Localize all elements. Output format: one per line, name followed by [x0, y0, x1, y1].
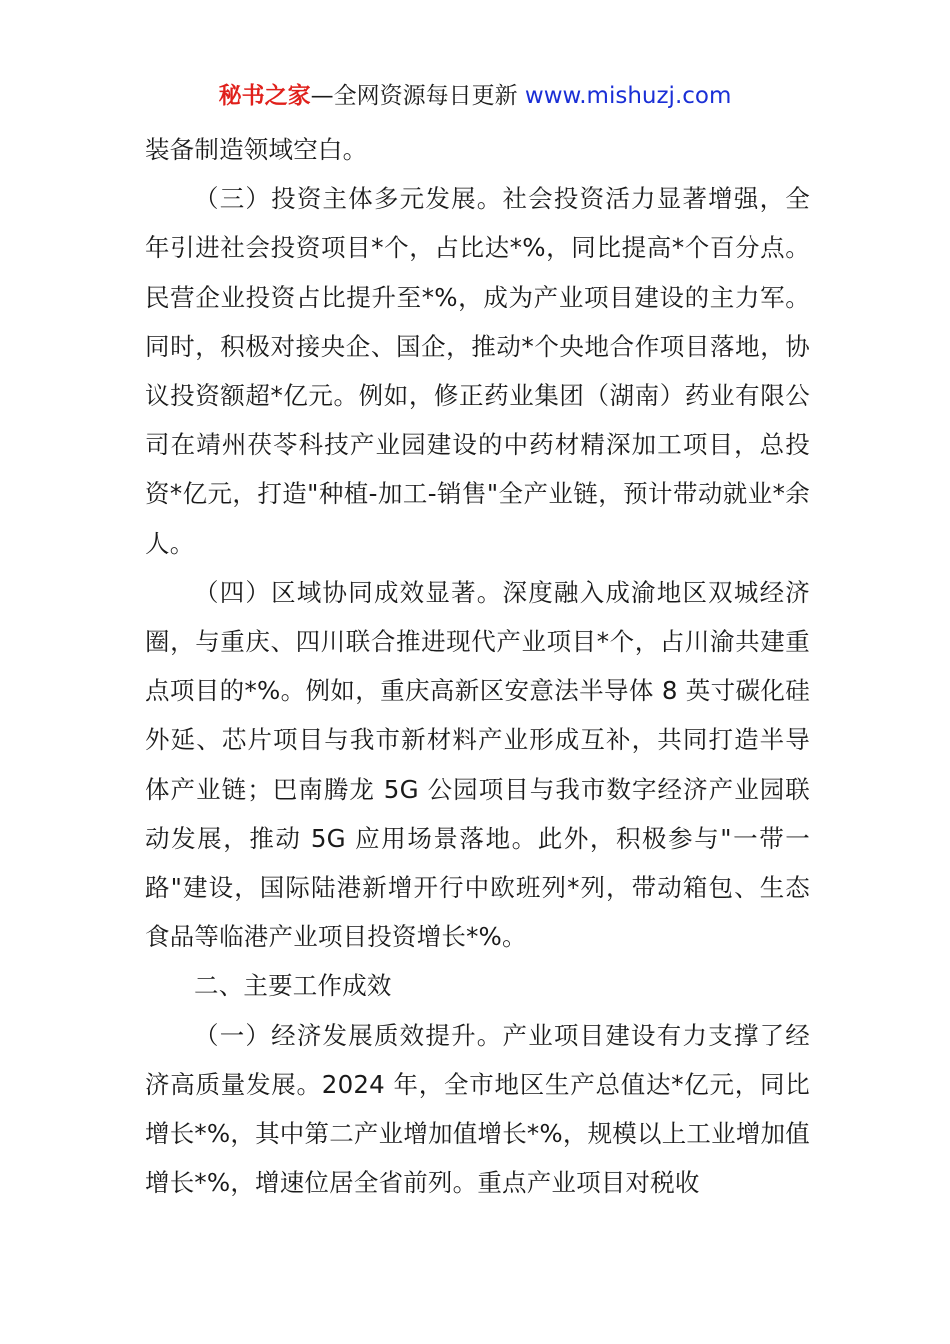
site-tagline: —全网资源每日更新 — [310, 83, 525, 109]
paragraph-continuation: 装备制造领域空白。 — [145, 135, 368, 164]
site-brand: 秘书之家 — [218, 83, 311, 109]
site-url-link[interactable]: www.mishuzj.com — [524, 83, 732, 109]
paragraph-regional-synergy: （四）区域协同成效显著。深度融入成渝地区双城经济圈，与重庆、四川联合推进现代产业项目*个，占川渝共建重点项目的*%。例如，重庆高新区安意法半导体 8 英寸碳化硅外延、芯片项目与我市新材料产业形成互补，共同打造半导体产业链；巴南腾龙 5G 公园项目与我市数字经济产业园联动发展，推动 5G 应用场景落地。此外，积极参与"一带一路"建设，国际陆港新增开行中欧班列*列，带动箱包、生态食品等临港产业项目投资增长*%。 — [145, 577, 810, 952]
paragraph-economic-quality: （一）经济发展质效提升。产业项目建设有力支撑了经济高质量发展。2024 年，全市地区生产总值达*亿元，同比增长*%，其中第二产业增加值增长*%，规模以上工业增加值增长*%，增速位居全省前列。重点产业项目对税收 — [145, 1020, 810, 1198]
section-heading-main-results: 二、主要工作成效 — [194, 971, 392, 1001]
site-header — [0, 80, 950, 112]
document-body — [145, 125, 810, 1207]
paragraph-investment-diversified: （三）投资主体多元发展。社会投资活力显著增强，全年引进社会投资项目*个，占比达*%，同比提高*个百分点。民营企业投资占比提升至*%，成为产业项目建设的主力军。同时，积极对接央企、国企，推动*个央地合作项目落地，协议投资额超*亿元。例如，修正药业集团（湖南）药业有限公司在靖州茯苓科技产业园建设的中药材精深加工项目，总投资*亿元，打造"种植-加工-销售"全产业链，预计带动就业*余人。 — [145, 184, 810, 558]
